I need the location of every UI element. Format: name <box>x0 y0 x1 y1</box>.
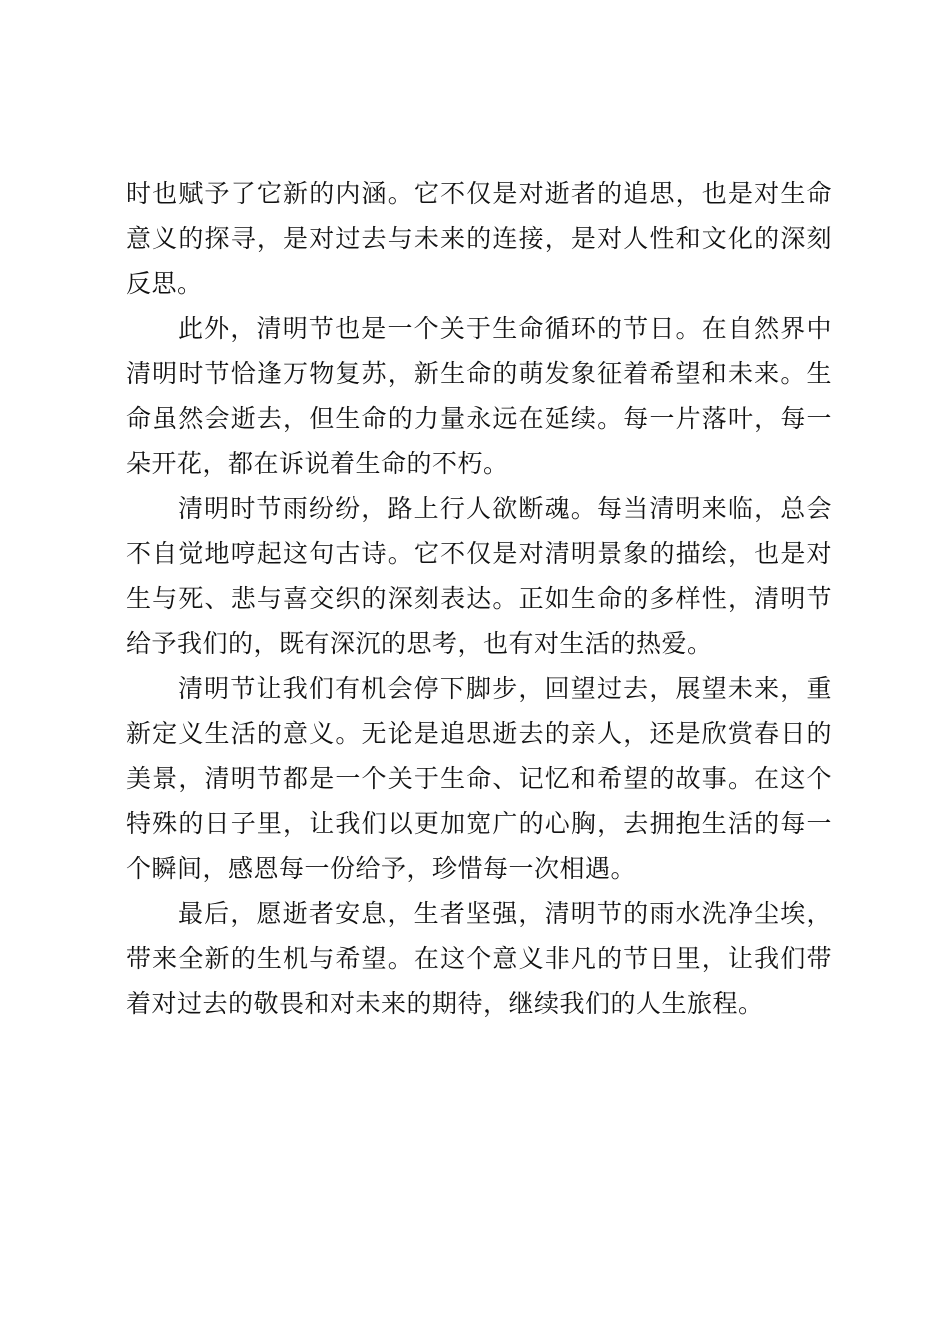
paragraph-conclusion: 最后，愿逝者安息，生者坚强，清明节的雨水洗净尘埃，带来全新的生机与希望。在这个意义非凡的节日里，让我们带着对过去的敬畏和对未来的期待，继续我们的人生旅程。 <box>126 899 832 1018</box>
paragraph-life-cycle: 此外，清明节也是一个关于生命循环的节日。在自然界中清明时节恰逢万物复苏，新生命的萌发象征着希望和未来。生命虽然会逝去，但生命的力量永远在延续。每一片落叶，每一朵开花，都在诉说着生命的不朽。 <box>126 314 832 478</box>
paragraph-reflection: 清明节让我们有机会停下脚步，回望过去，展望未来，重新定义生活的意义。无论是追思逝去的亲人，还是欣赏春日的美景，清明节都是一个关于生命、记忆和希望的故事。在这个特殊的日子里，让我们以更加宽广的心胸，去拥抱生活的每一个瞬间，感恩每一份给予，珍惜每一次相遇。 <box>126 674 832 883</box>
paragraph-continuation: 时也赋予了它新的内涵。它不仅是对逝者的追思，也是对生命意义的探寻，是对过去与未来的连接，是对人性和文化的深刻反思。 <box>126 179 832 298</box>
paragraph-poem: 清明时节雨纷纷，路上行人欲断魂。每当清明来临，总会不自觉地哼起这句古诗。它不仅是对清明景象的描绘，也是对生与死、悲与喜交织的深刻表达。正如生命的多样性，清明节给予我们的，既有深沉的思考，也有对生活的热爱。 <box>126 494 832 658</box>
document-body <box>126 171 832 1026</box>
